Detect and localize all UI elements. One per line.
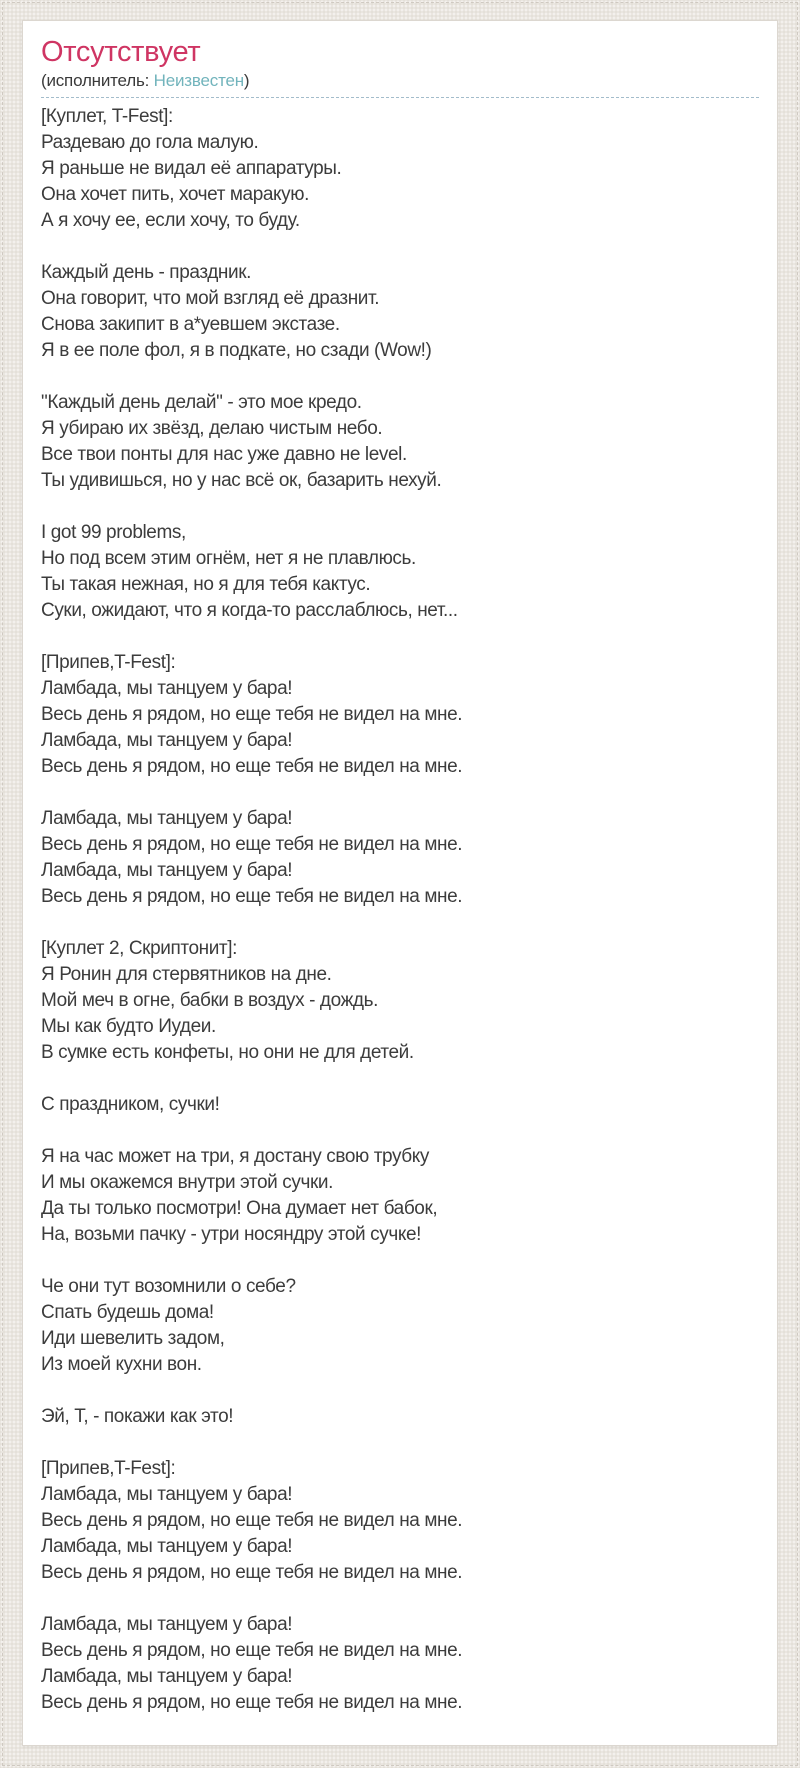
- lyric-line: Она хочет пить, хочет маракую.: [41, 184, 309, 205]
- lyric-line: Ламбада, мы танцуем у бара!: [41, 678, 293, 699]
- lyric-line: Суки, ожидают, что я когда-то расслаблюсь, нет...: [41, 600, 458, 621]
- lyric-line: I got 99 problems,: [41, 522, 186, 543]
- lyric-line: Ты такая нежная, но я для тебя кактус.: [41, 574, 371, 595]
- lyric-line: [Куплет 2, Скриптонит]:: [41, 938, 237, 959]
- stanza: [41, 1274, 759, 1378]
- stanza: [41, 936, 759, 1066]
- lyric-line: Ламбада, мы танцуем у бара!: [41, 1536, 293, 1557]
- lyric-line: Че они тут возомнили о себе?: [41, 1276, 296, 1297]
- lyric-line: В сумке есть конфеты, но они не для детей.: [41, 1042, 414, 1063]
- lyrics-card: [22, 20, 778, 1746]
- lyrics-text: [41, 104, 759, 1716]
- lyric-line: Я на час может на три, я достану свою трубку: [41, 1146, 430, 1167]
- lyric-line: И мы окажемся внутри этой сучки.: [41, 1172, 333, 1193]
- stanza: [41, 1456, 759, 1586]
- artist-line: [41, 69, 759, 93]
- lyric-line: Снова закипит в а*уевшем экстазе.: [41, 314, 340, 335]
- lyric-line: Весь день я рядом, но еще тебя не видел на мне.: [41, 1562, 463, 1583]
- lyric-line: Мой меч в огне, бабки в воздух - дождь.: [41, 990, 378, 1011]
- lyric-line: [Куплет, T-Fest]:: [41, 106, 173, 127]
- lyric-line: Спать будешь дома!: [41, 1302, 214, 1323]
- lyric-line: Ламбада, мы танцуем у бара!: [41, 1614, 293, 1635]
- lyric-line: Ламбада, мы танцуем у бара!: [41, 860, 293, 881]
- lyric-line: Весь день я рядом, но еще тебя не видел на мне.: [41, 1640, 463, 1661]
- lyric-line: С праздником, сучки!: [41, 1094, 220, 1115]
- lyric-line: Ламбада, мы танцуем у бара!: [41, 1484, 293, 1505]
- lyric-line: Я раньше не видал её аппаратуры.: [41, 158, 342, 179]
- lyric-line: Но под всем этим огнём, нет я не плавлюсь.: [41, 548, 416, 569]
- lyric-line: [Припев,T-Fest]:: [41, 1458, 176, 1479]
- lyric-line: Ламбада, мы танцуем у бара!: [41, 808, 293, 829]
- lyric-line: Иди шевелить задом,: [41, 1328, 225, 1349]
- lyric-line: "Каждый день делай" - это мое кредо.: [41, 392, 362, 413]
- stanza: [41, 390, 759, 494]
- lyric-line: Ламбада, мы танцуем у бара!: [41, 730, 293, 751]
- lyric-line: Эй, Т, - покажи как это!: [41, 1406, 234, 1427]
- lyric-line: Ты удивишься, но у нас всё ок, базарить нехуй.: [41, 470, 442, 491]
- artist-label-suffix: ): [243, 71, 250, 90]
- stanza: [41, 806, 759, 910]
- lyric-line: На, возьми пачку - утри носяндру этой сучке!: [41, 1224, 422, 1245]
- stanza: [41, 520, 759, 624]
- lyric-line: Я убираю их звёзд, делаю чистым небо.: [41, 418, 383, 439]
- lyric-line: Мы как будто Иудеи.: [41, 1016, 216, 1037]
- stanza: [41, 1404, 759, 1430]
- lyric-line: Весь день я рядом, но еще тебя не видел на мне.: [41, 1510, 463, 1531]
- lyric-line: Весь день я рядом, но еще тебя не видел на мне.: [41, 1692, 463, 1713]
- lyric-line: Весь день я рядом, но еще тебя не видел на мне.: [41, 704, 463, 725]
- stanza: [41, 104, 759, 234]
- stanza: [41, 650, 759, 780]
- lyric-line: Я в ее поле фол, я в подкате, но сзади (Wow!): [41, 340, 432, 361]
- lyric-line: Все твои понты для нас уже давно не level.: [41, 444, 407, 465]
- lyric-line: Я Ронин для стервятников на дне.: [41, 964, 332, 985]
- stanza: [41, 1144, 759, 1248]
- lyric-line: А я хочу ее, если хочу, то буду.: [41, 210, 300, 231]
- artist-link[interactable]: Неизвестен: [153, 71, 244, 90]
- lyric-line: Из моей кухни вон.: [41, 1354, 202, 1375]
- stanza: [41, 1092, 759, 1118]
- lyric-line: Она говорит, что мой взгляд её дразнит.: [41, 288, 380, 309]
- lyric-line: Ламбада, мы танцуем у бара!: [41, 1666, 293, 1687]
- artist-label-prefix: (исполнитель:: [41, 71, 154, 90]
- song-title: Отсутствует: [41, 36, 201, 68]
- lyric-line: [Припев,T-Fest]:: [41, 652, 176, 673]
- stanza: [41, 1612, 759, 1716]
- lyric-line: Да ты только посмотри! Она думает нет бабок,: [41, 1198, 438, 1219]
- lyric-line: Весь день я рядом, но еще тебя не видел на мне.: [41, 756, 463, 777]
- lyric-line: Раздеваю до гола малую.: [41, 132, 259, 153]
- lyric-line: Каждый день - праздник.: [41, 262, 251, 283]
- stanza: [41, 260, 759, 364]
- lyric-line: Весь день я рядом, но еще тебя не видел на мне.: [41, 886, 463, 907]
- lyric-line: Весь день я рядом, но еще тебя не видел на мне.: [41, 834, 463, 855]
- song-header: [41, 35, 759, 98]
